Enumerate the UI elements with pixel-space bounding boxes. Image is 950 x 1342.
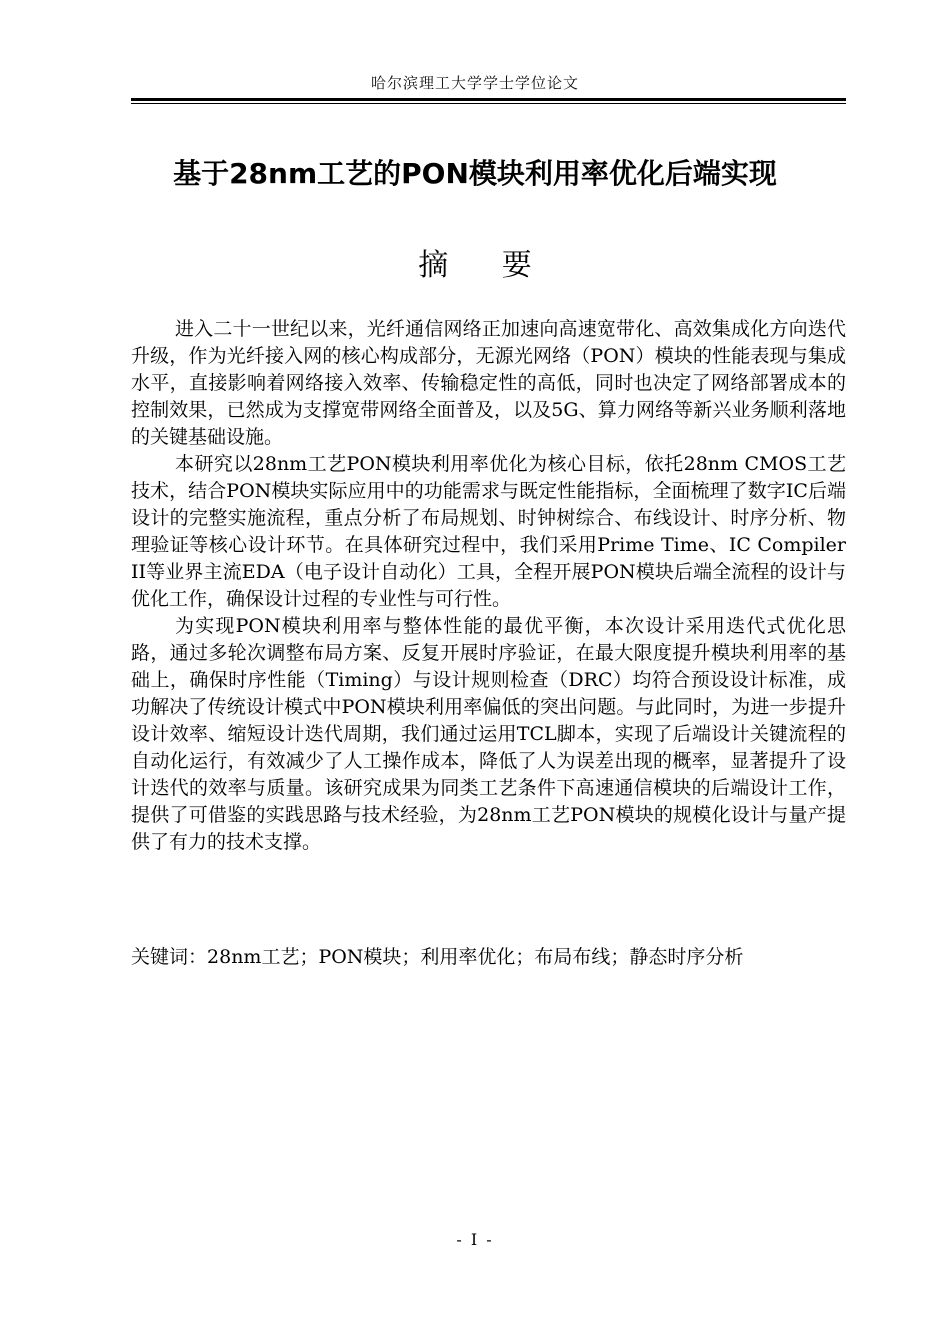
abstract-heading: 摘 要 xyxy=(418,248,554,283)
header-rule-thin xyxy=(131,103,846,104)
abstract-paragraph-2: 本研究以28nm工艺PON模块利用率优化为核心目标，依托28nm CMOS工艺技术，结合PON模块实际应用中的功能需求与既定性能指标，全面梳理了数字IC后端设计的完整实施流程，重点分析了布局规划、时钟树综合、布线设计、时序分析、物理验证等核心设计环节。在具体研究过程中，我们采用Prime Time、IC Compiler II等业界主流EDA（电子设计自动化）工具，全程开展PON模块后端全流程的设计与优化工作，确保设计过程的专业性与可行性。 xyxy=(131,453,846,610)
header-rule-thick xyxy=(131,98,846,101)
abstract-body xyxy=(131,316,846,856)
running-header: 哈尔滨理工大学学士学位论文 xyxy=(370,74,579,92)
thesis-title: 基于28nm工艺的PON模块利用率优化后端实现 xyxy=(173,157,777,190)
keywords-text: 28nm工艺；PON模块；利用率优化；布局布线；静态时序分析 xyxy=(207,946,744,968)
abstract-paragraph-1: 进入二十一世纪以来，光纤通信网络正加速向高速宽带化、高效集成化方向迭代升级，作为光纤接入网的核心构成部分，无源光网络（PON）模块的性能表现与集成水平，直接影响着网络接入效率、传输稳定性的高低，同时也决定了网络部署成本的控制效果，已然成为支撑宽带网络全面普及，以及5G、算力网络等新兴业务顺利落地的关键基础设施。 xyxy=(131,318,846,448)
abstract-paragraph-3: 为实现PON模块利用率与整体性能的最优平衡，本次设计采用迭代式优化思路，通过多轮次调整布局方案、反复开展时序验证，在最大限度提升模块利用率的基础上，确保时序性能（Timing）与设计规则检查（DRC）均符合预设设计标准，成功解决了传统设计模式中PON模块利用率偏低的突出问题。与此同时，为进一步提升设计效率、缩短设计迭代周期，我们通过运用TCL脚本，实现了后端设计关键流程的自动化运行，有效减少了人工操作成本，降低了人为误差出现的概率，显著提升了设计迭代的效率与质量。该研究成果为同类工艺条件下高速通信模块的后端设计工作，提供了可借鉴的实践思路与技术经验，为28nm工艺PON模块的规模化设计与量产提供了有力的技术支撑。 xyxy=(131,615,846,853)
page-number: - I - xyxy=(456,1230,494,1249)
keywords-line xyxy=(131,944,846,971)
keywords-label: 关键词： xyxy=(131,946,208,968)
